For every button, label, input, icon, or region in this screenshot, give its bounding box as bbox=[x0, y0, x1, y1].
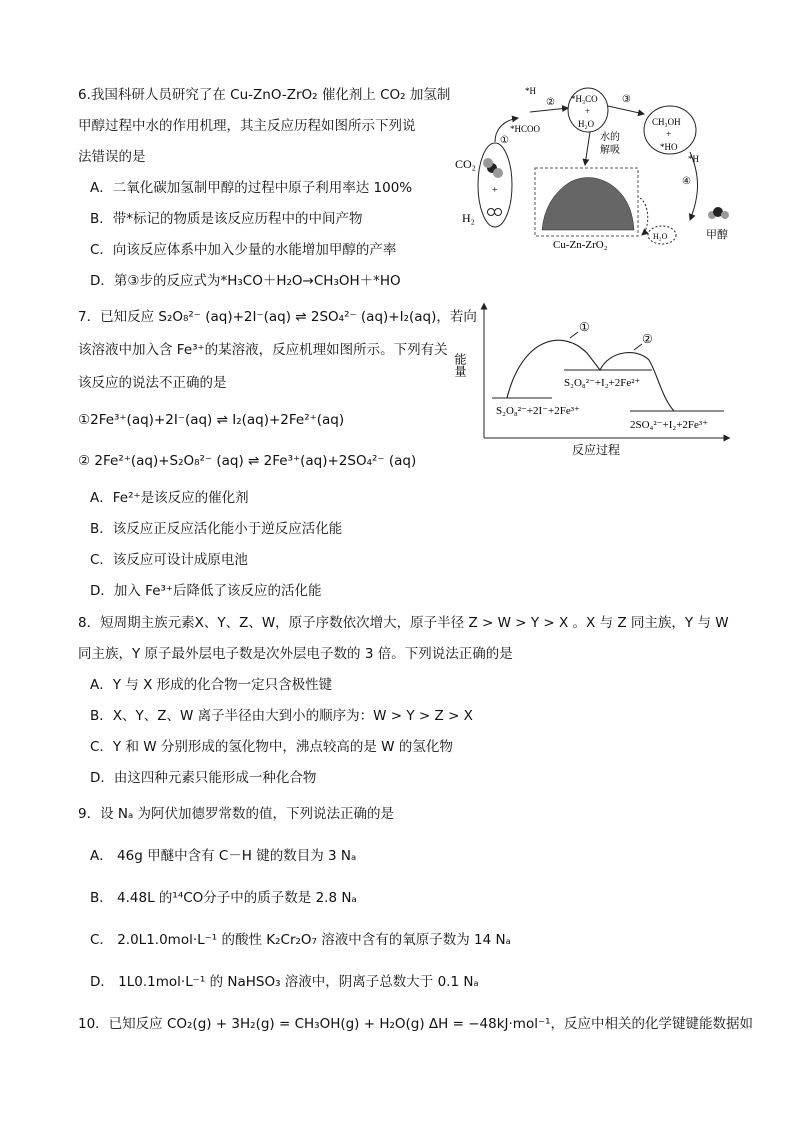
q7-stem-line1: 7．已知反应 S₂O₈²⁻ (aq)+2I⁻(aq) ⇌ 2SO₄²⁻ (aq)+I₂(aq)，若向 bbox=[78, 309, 477, 325]
q6-option-c: C．向该反应体系中加入少量的水能增加甲醇的产率 bbox=[90, 242, 397, 258]
q8-stem-line1: 8．短周期主族元素X、Y、Z、W，原子序数依次增大，原子半径 Z > W > Y > X 。X 与 Z 同主族，Y 与 W bbox=[78, 615, 729, 631]
x-axis-label: 反应过程 bbox=[572, 443, 621, 457]
svg-text:水的: 水的 bbox=[600, 132, 620, 143]
q6-option-a: A．二氧化碳加氢制甲醇的过程中原子利用率达 100% bbox=[90, 180, 413, 196]
y-axis-label: 能量 bbox=[453, 353, 467, 377]
q6-mechanism-diagram bbox=[450, 80, 750, 260]
q6-option-b: B．带*标记的物质是该反应历程中的中间产物 bbox=[90, 211, 363, 227]
co2-label: CO₂ bbox=[455, 157, 476, 171]
q7-stem-line3: 该反应的说法不正确的是 bbox=[78, 375, 227, 391]
h-star-label-1: *H bbox=[525, 86, 536, 96]
h3co-label: *H₃CO bbox=[571, 94, 598, 104]
q7-equation-1: ①2Fe³⁺(aq)+2I⁻(aq) ⇌ I₂(aq)+2Fe²⁺(aq) bbox=[78, 412, 345, 428]
q6-stem-line3: 法错误的是 bbox=[78, 149, 146, 165]
q9-option-b: B． 4.48L 的¹⁴CO分子中的质子数是 2.8 Nₐ bbox=[90, 890, 357, 906]
q7-stem-line2: 该溶液中加入含 Fe³⁺的某溶液，反应机理如图所示。下列有关 bbox=[78, 342, 448, 358]
q8-option-c: C．Y 和 W 分别形成的氢化物中，沸点较高的是 W 的氢化物 bbox=[90, 739, 453, 755]
q7-option-b: B．该反应正反应活化能小于逆反应活化能 bbox=[90, 521, 343, 537]
svg-text:+: + bbox=[666, 129, 672, 139]
q8-option-a: A．Y 与 X 形成的化合物一定只含极性键 bbox=[90, 677, 333, 693]
q6-stem-line1: 6.我国科研人员研究了在 Cu-ZnO-ZrO₂ 催化剂上 CO₂ 加氢制 bbox=[78, 87, 451, 103]
reactant-plus: + bbox=[492, 185, 498, 196]
ch3oh-label: CH₃OH bbox=[652, 117, 681, 127]
svg-text:+: + bbox=[585, 106, 591, 116]
ho-label: *HO bbox=[660, 142, 678, 152]
q8-option-b: B．X、Y、Z、W 离子半径由大到小的顺序为：W > Y > Z > X bbox=[90, 708, 473, 724]
h-star-label-2: *H bbox=[688, 154, 699, 164]
q9-option-d: D． 1L0.1mol·L⁻¹ 的 NaHSO₃ 溶液中，阴离子总数大于 0.1 Nₐ bbox=[90, 974, 479, 990]
q8-option-d: D．由这四种元素只能形成一种化合物 bbox=[90, 770, 317, 786]
svg-text:H₂O: H₂O bbox=[578, 119, 595, 129]
peak-1-label: ① bbox=[579, 320, 590, 334]
q7-option-a: A．Fe²⁺是该反应的催化剂 bbox=[90, 490, 249, 506]
peak-2-label: ② bbox=[642, 332, 653, 346]
svg-text:①: ① bbox=[500, 135, 509, 146]
q9-option-c: C． 2.0L1.0mol·L⁻¹ 的酸性 K₂Cr₂O₇ 溶液中含有的氧原子数为 14 Nₐ bbox=[90, 932, 511, 948]
q8-stem-line2: 同主族，Y 原子最外层电子数是次外层电子数的 3 倍。下列说法正确的是 bbox=[78, 646, 513, 662]
q9-option-a: A． 46g 甲醚中含有 C－H 键的数目为 3 Nₐ bbox=[90, 848, 357, 864]
energy-curve bbox=[507, 340, 674, 411]
svg-text:④: ④ bbox=[682, 176, 691, 187]
hcoo-label: *HCOO bbox=[510, 124, 541, 134]
q10-stem: 10．已知反应 CO₂(g) + 3H₂(g) = CH₃OH(g) + H₂O(g) ΔH = −48kJ·mol⁻¹，反应中相关的化学键键能数据如 bbox=[78, 1016, 753, 1032]
intermediate-label: S₂O₈²⁻+I₂+2Fe²⁺ bbox=[564, 377, 641, 389]
q6-option-d: D．第③步的反应式为*H₃CO＋H₂O→CH₃OH＋*HO bbox=[90, 273, 401, 289]
product-label: 2SO₄²⁻+I₂+2Fe³⁺ bbox=[630, 419, 709, 431]
reactant-label: S₂O₈²⁻+2I⁻+2Fe³⁺ bbox=[496, 405, 580, 417]
catalyst-label: Cu-Zn-ZrO₂ bbox=[553, 239, 608, 251]
h2-label: H₂ bbox=[462, 211, 475, 225]
svg-text:解吸: 解吸 bbox=[600, 145, 620, 156]
svg-text:H₂O: H₂O bbox=[653, 232, 668, 241]
q6-stem-line2: 甲醇过程中水的作用机理，其主反应历程如图所示下列说 bbox=[78, 118, 416, 134]
oxygen-atom bbox=[493, 168, 503, 178]
catalyst-particles bbox=[542, 177, 634, 230]
svg-text:②: ② bbox=[546, 97, 555, 108]
q7-equation-2: ② 2Fe²⁺(aq)+S₂O₈²⁻ (aq) ⇌ 2Fe³⁺(aq)+2SO₄²⁻ (aq) bbox=[78, 453, 417, 469]
methanol-label: 甲醇 bbox=[706, 229, 728, 241]
q9-stem: 9．设 Nₐ 为阿伏加德罗常数的值，下列说法正确的是 bbox=[78, 806, 395, 822]
q7-energy-diagram bbox=[452, 298, 742, 458]
q7-option-c: C．该反应可设计成原电池 bbox=[90, 552, 248, 568]
q7-option-d: D．加入 Fe³⁺后降低了该反应的活化能 bbox=[90, 583, 322, 599]
svg-text:③: ③ bbox=[622, 94, 631, 105]
